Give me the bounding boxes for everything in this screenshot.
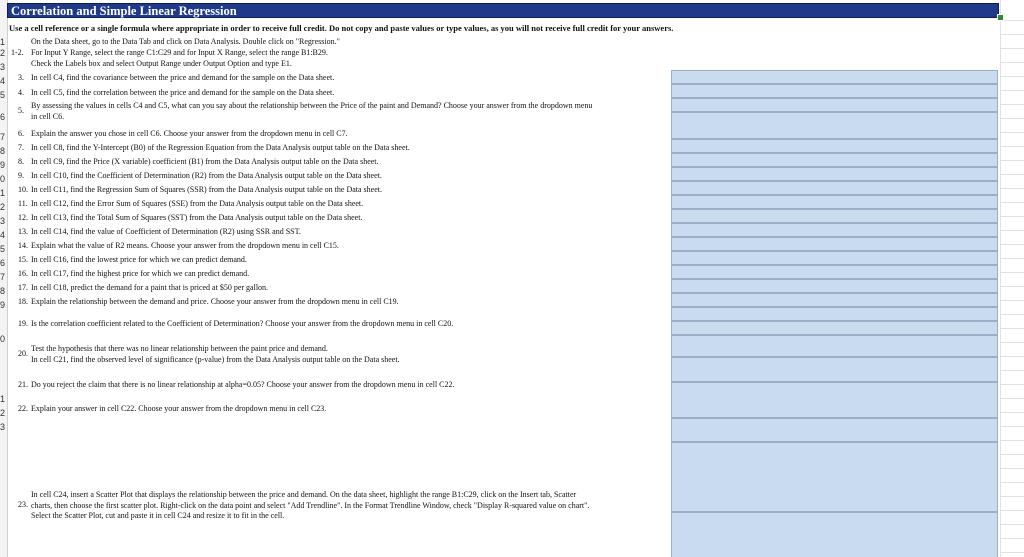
gridline — [1000, 286, 1024, 287]
step-text: In cell C9, find the Price (X variable) coefficient (B1) from the Data Analysis output table on the Data sheet. — [31, 157, 379, 166]
step-number: 9. — [18, 171, 24, 180]
row-number[interactable]: 1 — [0, 37, 6, 47]
step-number: 11. — [18, 199, 28, 208]
answer-cell[interactable] — [671, 167, 998, 181]
row-number[interactable]: 4 — [0, 76, 6, 86]
gridline — [1000, 62, 1024, 63]
answer-cell[interactable] — [671, 307, 998, 321]
step-text: In cell C11, find the Regression Sum of Squares (SSR) from the Data Analysis output table on the Data sheet. — [31, 185, 382, 194]
step-text: Check the Labels box and select Output Range under Output Option and type E1. — [31, 59, 292, 68]
gridline — [1000, 454, 1024, 455]
step-text: In cell C12, find the Error Sum of Squares (SSE) from the Data Analysis output table on the Data sheet. — [31, 199, 364, 208]
title-cell[interactable] — [7, 3, 999, 18]
gridline — [1000, 230, 1024, 231]
row-number[interactable]: 1 — [0, 188, 6, 198]
row-number[interactable]: 4 — [0, 230, 6, 240]
step-text: In cell C4, find the covariance between the price and demand for the sample on the Data sheet. — [31, 73, 335, 82]
answer-cell[interactable] — [671, 139, 998, 153]
step-number: 7. — [18, 143, 24, 152]
gridline — [1000, 300, 1024, 301]
row-number[interactable]: 5 — [0, 90, 6, 100]
row-number[interactable]: 9 — [0, 300, 6, 310]
step-text: For Input Y Range, select the range C1:C29 and for Input X Range, select the range B1:B29. — [31, 48, 328, 57]
row-number[interactable]: 6 — [0, 258, 6, 268]
gridline — [1000, 202, 1024, 203]
gridline — [1000, 426, 1024, 427]
step-text: In cell C8, find the Y-Intercept (B0) of the Regression Equation from the Data Analysis output table on the Data sheet. — [31, 143, 410, 152]
step-number: 1-2. — [11, 48, 24, 57]
step-number: 23. — [18, 500, 28, 509]
answer-cell[interactable] — [671, 335, 998, 357]
step-number: 20. — [18, 349, 28, 358]
answer-cell[interactable] — [671, 293, 998, 307]
step-text: In cell C21, find the observed level of significance (p-value) from the Data Analysis output table on the Data sheet. — [31, 354, 400, 364]
answer-cell[interactable] — [671, 265, 998, 279]
gridline — [1000, 370, 1024, 371]
step-text: By assessing the values in cells C4 and C5, what can you say about the relationship between the Price of the paint and Demand? Choose your answer from the dropdown menu — [31, 101, 593, 110]
gridline — [1000, 342, 1024, 343]
row-number[interactable]: 0 — [0, 334, 6, 344]
gridline — [1000, 258, 1024, 259]
step-number: 18. — [18, 297, 28, 306]
step-text: In cell C18, predict the demand for a paint that is priced at $50 per gallon. — [31, 283, 269, 292]
gridline — [1000, 538, 1024, 539]
row-number[interactable]: 2 — [0, 408, 6, 418]
answer-cell[interactable] — [671, 112, 998, 139]
step-number: 22. — [18, 404, 28, 413]
step-text: On the Data sheet, go to the Data Tab and click on Data Analysis. Double click on "Regression." — [31, 37, 340, 46]
step-text: Test the hypothesis that there was no linear relationship between the paint price and demand. — [31, 344, 328, 353]
gridline — [1000, 272, 1024, 273]
step-number: 17. — [18, 283, 28, 292]
gridline — [1000, 328, 1024, 329]
gridline — [1000, 384, 1024, 385]
sheet-title: Correlation and Simple Linear Regression — [11, 4, 237, 18]
answer-cell[interactable] — [671, 279, 998, 293]
row-number[interactable]: 2 — [0, 202, 6, 212]
row-number[interactable]: 7 — [0, 132, 6, 142]
answer-cell[interactable] — [671, 321, 998, 335]
gridline — [1000, 244, 1024, 245]
step-text: In cell C10, find the Coefficient of Determination (R2) from the Data Analysis output table on the Data sheet. — [31, 171, 382, 180]
step-number: 15. — [18, 255, 28, 264]
answer-cell[interactable] — [671, 70, 998, 84]
answer-cell[interactable] — [671, 357, 998, 382]
answer-cell[interactable] — [671, 418, 998, 442]
step-number: 14. — [18, 241, 28, 250]
gridline — [1000, 174, 1024, 175]
step-text: Explain your answer in cell C22. Choose your answer from the dropdown menu in cell C23. — [31, 404, 327, 413]
step-number: 12. — [18, 213, 28, 222]
step-number: 3. — [18, 73, 24, 82]
step-text: Select the Scatter Plot, cut and paste it in cell C24 and resize it to fit in the cell. — [31, 511, 285, 520]
answer-cell[interactable] — [671, 84, 998, 98]
step-text: Explain the answer you chose in cell C6. Choose your answer from the dropdown menu in cell C7. — [31, 129, 348, 138]
answer-cell[interactable] — [671, 223, 998, 237]
gridline — [1000, 0, 1001, 557]
answer-cell[interactable] — [671, 98, 998, 112]
row-number[interactable]: 0 — [0, 174, 6, 184]
step-number: 13. — [18, 227, 28, 236]
gridline — [1000, 412, 1024, 413]
answer-cell[interactable] — [671, 442, 998, 512]
answer-cell[interactable] — [671, 382, 998, 418]
gridline — [1000, 524, 1024, 525]
gridline — [1000, 188, 1024, 189]
row-number[interactable]: 7 — [0, 272, 6, 282]
step-text: In cell C14, find the value of Coefficient of Determination (R2) using SSR and SST. — [31, 227, 301, 236]
gridline — [1000, 90, 1024, 91]
step-number: 19. — [18, 319, 28, 328]
row-number[interactable]: 9 — [0, 160, 6, 170]
step-text: In cell C16, find the lowest price for which we can predict demand. — [31, 255, 247, 264]
row-number[interactable]: 8 — [0, 146, 6, 156]
gridline — [1000, 482, 1024, 483]
step-text: In cell C24, insert a Scatter Plot that displays the relationship between the price and demand. On the data sheet, highlight the range B1:C29, click on the Insert tab, Scatter — [31, 490, 577, 499]
gridline — [1000, 132, 1024, 133]
gridline — [1000, 552, 1024, 553]
answer-cell[interactable] — [671, 251, 998, 265]
row-number[interactable]: 2 — [0, 48, 6, 58]
row-number[interactable]: 1 — [0, 394, 6, 404]
step-number: 4. — [18, 88, 24, 97]
gridline — [1000, 398, 1024, 399]
step-number: 16. — [18, 269, 28, 278]
step-text: Do you reject the claim that there is no linear relationship at alpha=0.05? Choose your answer from the dropdown menu in cell C22. — [31, 380, 455, 389]
row-number[interactable]: 3 — [0, 422, 6, 432]
gridline — [1000, 468, 1024, 469]
gridline — [1000, 496, 1024, 497]
gridline — [1000, 118, 1024, 119]
gridline — [1000, 146, 1024, 147]
gridline — [1000, 34, 1024, 35]
answer-cell[interactable] — [671, 195, 998, 209]
answer-cell[interactable] — [671, 209, 998, 223]
step-number: 10. — [18, 185, 28, 194]
row-number[interactable]: 5 — [0, 244, 6, 254]
gridline — [1000, 104, 1024, 105]
step-text: In cell C13, find the Total Sum of Squares (SST) from the Data Analysis output table on the Data sheet. — [31, 213, 363, 222]
gridline — [1000, 314, 1024, 315]
step-text: In cell C5, find the correlation between the price and demand for the sample on the Data sheet. — [31, 88, 335, 97]
step-number: 5. — [18, 106, 24, 115]
answer-cell[interactable] — [671, 153, 998, 167]
answer-cell[interactable] — [671, 512, 998, 557]
row-number[interactable]: 3 — [0, 62, 6, 72]
answer-cell[interactable] — [671, 237, 998, 251]
instruction-text: Use a cell reference or a single formula where appropriate in order to receive full credit. Do not copy and paste values or type values, as you will not receive full credit for your answers. — [9, 23, 674, 33]
row-number[interactable]: 8 — [0, 286, 6, 296]
step-text: In cell C17, find the highest price for which we can predict demand. — [31, 269, 250, 278]
gridline — [1000, 216, 1024, 217]
answer-cell[interactable] — [671, 181, 998, 195]
row-number-column — [0, 0, 8, 557]
step-text: Explain the relationship between the demand and price. Choose your answer from the dropdown menu in cell C19. — [31, 297, 399, 306]
row-number[interactable]: 3 — [0, 216, 6, 226]
gridline — [1000, 76, 1024, 77]
step-text: charts, then choose the first scatter plot. Right-click on the data point and select "Add Trendline". In the Format Trendline Window, check "Display R-squared value on chart". — [31, 500, 590, 510]
gridline — [1000, 48, 1024, 49]
gridline — [1000, 160, 1024, 161]
fill-handle[interactable] — [997, 14, 1004, 21]
step-text: Is the correlation coefficient related to the Coefficient of Determination? Choose your answer from the dropdown menu in cell C20. — [31, 319, 454, 328]
gridline — [1000, 356, 1024, 357]
step-text: in cell C6. — [31, 111, 65, 121]
step-text: Explain what the value of R2 means. Choose your answer from the dropdown menu in cell C15. — [31, 241, 339, 250]
row-number[interactable]: 6 — [0, 112, 6, 122]
step-number: 8. — [18, 157, 24, 166]
step-number: 6. — [18, 129, 24, 138]
step-number: 21. — [18, 380, 28, 389]
gridline — [1000, 440, 1024, 441]
answer-column — [671, 70, 998, 557]
gridline — [1000, 510, 1024, 511]
